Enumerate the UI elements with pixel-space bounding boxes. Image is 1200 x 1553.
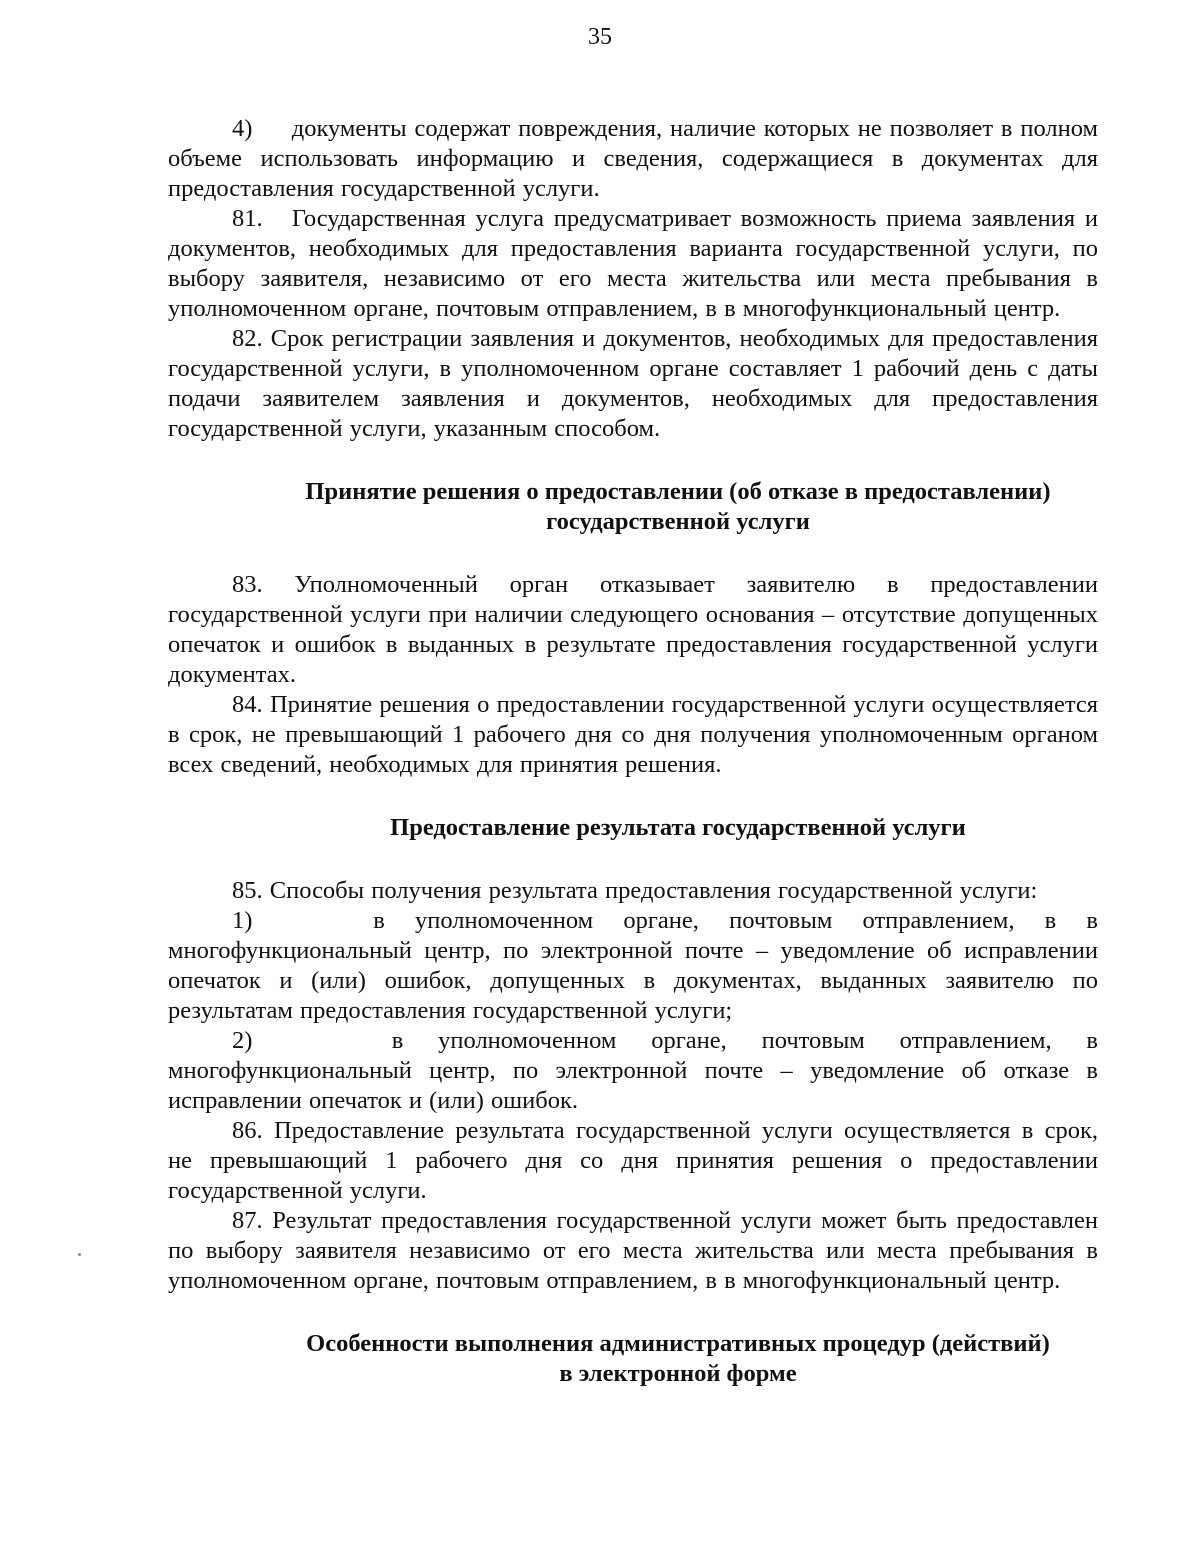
heading-line: Особенности выполнения административных процедур (действий) bbox=[306, 1330, 1050, 1357]
paragraph-81: 81. Государственная услуга предусматривает возможность приема заявления и документов, необходимых для предоставления варианта государственной услуги, по выбору заявителя, независимо от его места жительства или места пребывания в уполномоченном органе, почтовым отправлением, в в многофункциональный центр. bbox=[168, 205, 1098, 322]
section-heading-decision bbox=[168, 477, 1098, 537]
heading-line: Предоставление результата государственной услуги bbox=[390, 814, 966, 841]
paragraph-86: 86. Предоставление результата государственной услуги осуществляется в срок, не превышающий 1 рабочего дня со дня принятия решения о предоставлении государственной услуги. bbox=[168, 1117, 1098, 1204]
section-heading-result bbox=[168, 813, 1098, 843]
paragraph-85: 85. Способы получения результата предоставления государственной услуги: bbox=[232, 877, 1038, 904]
paragraph-84: 84. Принятие решения о предоставлении государственной услуги осуществляется в срок, не превышающий 1 рабочего дня со дня получения уполномоченным органом всех сведений, необходимых для принятия решения. bbox=[168, 691, 1098, 778]
heading-line: в электронной форме bbox=[559, 1360, 797, 1387]
paragraph-83: 83. Уполномоченный орган отказывает заявителю в предоставлении государственной услуги при наличии следующего основания – отсутствие допущенных опечаток и ошибок в выданных в результате предоставления государственной услуги документах. bbox=[168, 571, 1098, 688]
paragraph-4: 4) документы содержат повреждения, наличие которых не позволяет в полном объеме использовать информацию и сведения, содержащиеся в документах для предоставления государственной услуги. bbox=[168, 115, 1098, 202]
page-body bbox=[168, 114, 1098, 1389]
heading-line: Принятие решения о предоставлении (об отказе в предоставлении) bbox=[305, 478, 1051, 505]
paragraph-87: 87. Результат предоставления государственной услуги может быть предоставлен по выбору заявителя независимо от его места жительства или места пребывания в уполномоченном органе, почтовым отправлением, в в многофункциональный центр. bbox=[168, 1207, 1098, 1294]
section-heading-electronic bbox=[168, 1329, 1098, 1389]
scan-artifact bbox=[78, 1253, 81, 1256]
heading-line: государственной услуги bbox=[546, 508, 810, 535]
paragraph-82: 82. Срок регистрации заявления и документов, необходимых для предоставления государственной услуги, в уполномоченном органе составляет 1 рабочий день с даты подачи заявителем заявления и документов, необходимых для предоставления государственной услуги, указанным способом. bbox=[168, 325, 1098, 442]
paragraph-85-item-1: 1) в уполномоченном органе, почтовым отправлением, в в многофункциональный центр, по электронной почте – уведомление об исправлении опечаток и (или) ошибок, допущенных в документах, выданных заявителю по результатам предоставления государственной услуги; bbox=[168, 907, 1098, 1024]
paragraph-85-item-2: 2) в уполномоченном органе, почтовым отправлением, в многофункциональный центр, по электронной почте – уведомление об отказе в исправлении опечаток и (или) ошибок. bbox=[168, 1027, 1098, 1114]
page-number: 35 bbox=[588, 24, 612, 50]
